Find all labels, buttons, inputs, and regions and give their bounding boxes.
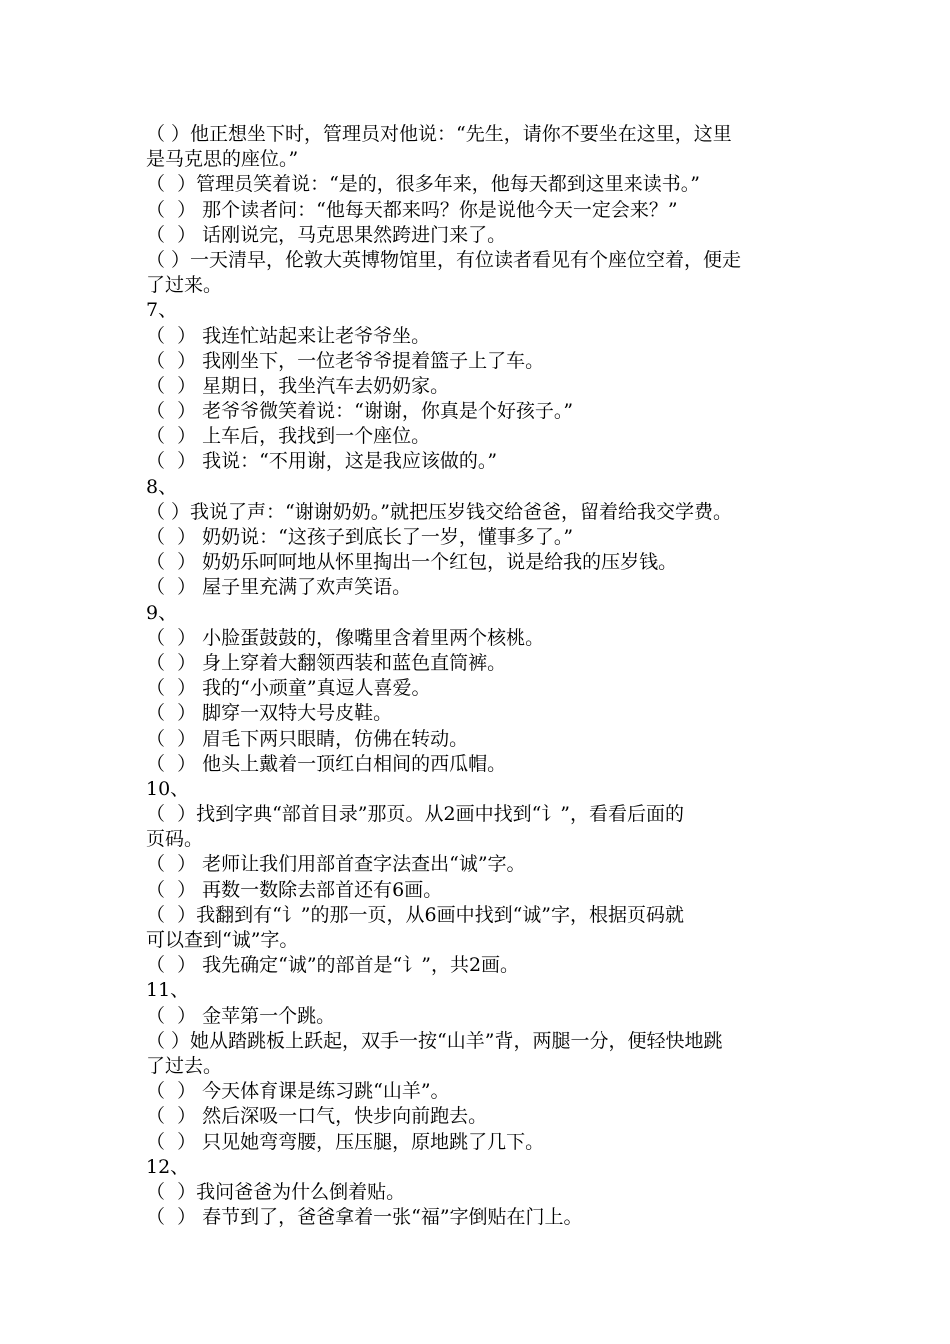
text-line: （ ）一天清早，伦敦大英博物馆里，有位读者看见有个座位空着，便走 [146,248,742,271]
text-line: 是马克思的座位。” [146,148,299,171]
text-line: （ ） 屋子里充满了欢声笑语。 [146,576,412,599]
text-line: （ ） 我连忙站起来让老爷爷坐。 [146,324,431,347]
text-line: （ ） 话刚说完，马克思果然跨进门来了。 [146,223,507,246]
question-number: 12、 [146,1155,190,1178]
text-line: （ ）她从踏跳板上跃起，双手一按“山羊”背，两腿一分，便轻快地跳 [146,1029,723,1052]
text-line: （ ） 奶奶说：“这孩子到底长了一岁，懂事多了。” [146,526,574,548]
text-line: （ ） 眉毛下两只眼睛，仿佛在转动。 [146,727,469,750]
text-line: （ ）他正想坐下时，管理员对他说：“先生，请你不要坐在这里，这里 [146,123,732,145]
text-line: （ ） 再数一数除去部首还有6画。 [146,878,443,901]
text-line: （ ） 老师让我们用部首查字法查出“诚”字。 [146,853,526,876]
text-line: （ ） 我说：“不用谢，这是我应该做的。” [146,450,498,473]
text-line: （ ）我翻到有“讠”的那一页，从6画中找到“诚”字，根据页码就 [146,903,685,926]
text-line: （ ）我问爸爸为什么倒着贴。 [146,1180,406,1203]
text-line: （ ） 我刚坐下，一位老爷爷提着篮子上了车。 [146,349,545,372]
text-line: （ ） 身上穿着大翻领西装和蓝色直筒裤。 [146,651,507,674]
text-line: 了过去。 [146,1054,223,1077]
text-line: （ ） 上车后，我找到一个座位。 [146,425,431,448]
text-line: （ ）管理员笑着说：“是的，很多年来，他每天都到这里来读书。” [146,173,701,196]
text-line: （ ） 老爷爷微笑着说：“谢谢，你真是个好孩子。” [146,400,574,423]
question-number: 9、 [146,601,178,624]
document-page [146,122,826,1230]
text-line: （ ） 只见她弯弯腰，压压腿，原地跳了几下。 [146,1130,545,1153]
text-line: 页码。 [146,828,204,851]
text-line: （ ）找到字典“部首目录”那页。从2画中找到“讠”，看看后面的 [146,803,685,826]
text-line: （ ） 奶奶乐呵呵地从怀里掏出一个红包，说是给我的压岁钱。 [146,551,678,574]
text-line: （ ） 今天体育课是练习跳“山羊”。 [146,1080,450,1103]
text-line: （ ） 小脸蛋鼓鼓的，像嘴里含着里两个核桃。 [146,626,545,649]
text-line: 可以查到“诚”字。 [146,929,299,951]
text-line: （ ） 然后深吸一口气，快步向前跑去。 [146,1105,488,1128]
text-line: （ ） 金苹第一个跳。 [146,1004,336,1027]
question-number: 7、 [146,299,178,322]
text-line: （ ）我说了声：“谢谢奶奶。”就把压岁钱交给爸爸，留着给我交学费。 [146,500,732,523]
text-line: （ ） 星期日，我坐汽车去奶奶家。 [146,374,450,397]
text-line: （ ） 我先确定“诚”的部首是“讠”，共2画。 [146,954,520,977]
text-line: （ ） 我的“小顽童”真逗人喜爱。 [146,677,431,700]
text-line: （ ） 脚穿一双特大号皮鞋。 [146,702,393,725]
question-number: 11、 [146,979,190,1002]
question-number: 8、 [146,475,178,498]
text-line: 了过来。 [146,274,223,297]
text-line: （ ） 那个读者问：“他每天都来吗？你是说他今天一定会来？” [146,198,678,221]
question-number: 10、 [146,777,190,800]
text-line: （ ） 他头上戴着一顶红白相间的西瓜帽。 [146,752,507,775]
text-line: （ ） 春节到了，爸爸拿着一张“福”字倒贴在门上。 [146,1206,583,1229]
